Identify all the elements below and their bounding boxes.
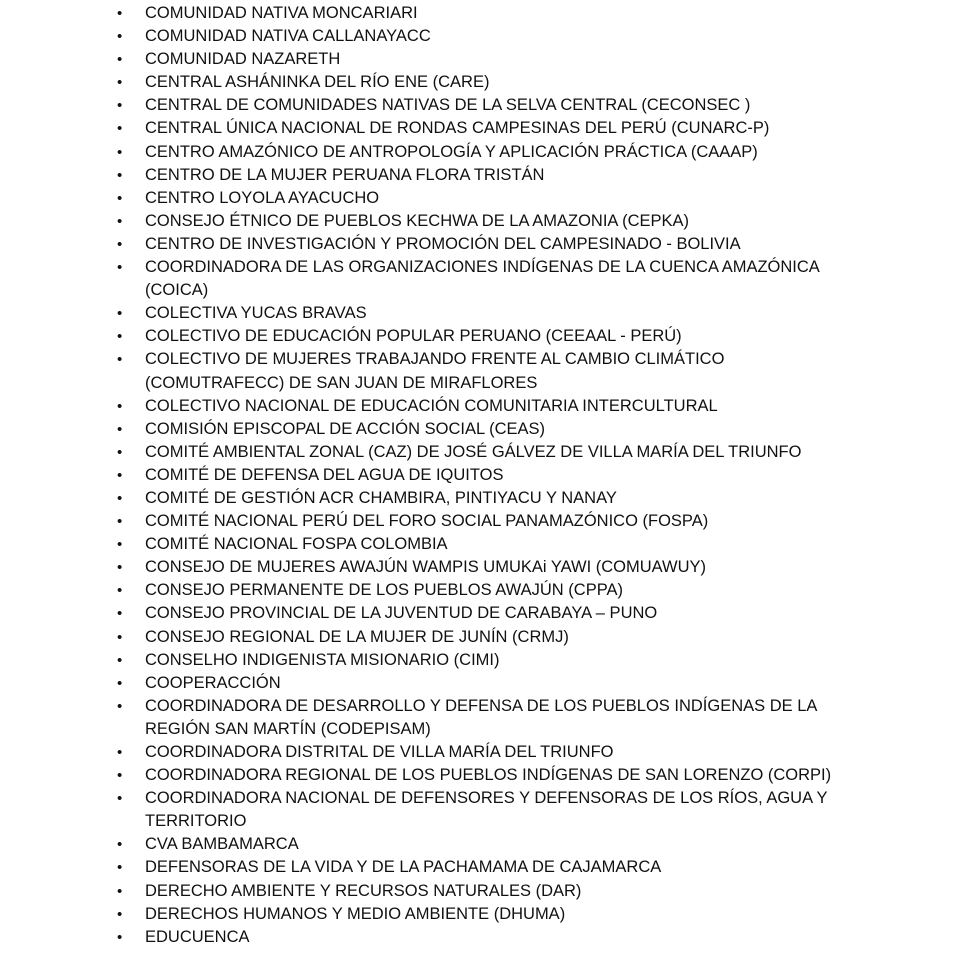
bullet-icon: •	[117, 120, 123, 138]
bullet-icon: •	[117, 305, 123, 323]
bullet-icon: •	[117, 466, 123, 484]
list-item	[0, 302, 960, 325]
list-item	[0, 71, 960, 94]
bullet-icon: •	[117, 859, 123, 877]
organization-name: CENTRO DE LA MUJER PERUANA FLORA TRISTÁN	[145, 165, 545, 184]
bullet-icon: •	[117, 582, 123, 600]
organization-name: COORDINADORA DE DESARROLLO Y DEFENSA DE LOS PUEBLOS INDÍGENAS DE LA REGIÓN SAN MARTÍN (CODEPISAM)	[145, 696, 817, 738]
bullet-icon: •	[117, 605, 123, 623]
list-item	[0, 602, 960, 625]
organization-name: COORDINADORA REGIONAL DE LOS PUEBLOS INDÍGENAS DE SAN LORENZO (CORPI)	[145, 766, 832, 785]
bullet-icon: •	[117, 928, 123, 946]
bullet-icon: •	[117, 143, 123, 161]
organization-name: COMITÉ DE DEFENSA DEL AGUA DE IQUITOS	[145, 465, 504, 484]
list-item	[0, 117, 960, 140]
list-item	[0, 764, 960, 787]
organization-name: CVA BAMBAMARCA	[145, 835, 299, 854]
list-item	[0, 579, 960, 602]
list-item	[0, 256, 960, 302]
list-item	[0, 418, 960, 441]
organization-name: COORDINADORA DE LAS ORGANIZACIONES INDÍGENAS DE LA CUENCA AMAZÓNICA (COICA)	[145, 258, 819, 300]
list-item	[0, 210, 960, 233]
list-item	[0, 533, 960, 556]
organization-name: COLECTIVO DE EDUCACIÓN POPULAR PERUANO (CEEAAL - PERÚ)	[145, 327, 682, 346]
organization-name: CENTRO DE INVESTIGACIÓN Y PROMOCIÓN DEL CAMPESINADO - BOLIVIA	[145, 234, 741, 253]
organization-name: CENTRAL DE COMUNIDADES NATIVAS DE LA SELVA CENTRAL (CECONSEC )	[145, 96, 751, 115]
list-item	[0, 903, 960, 926]
bullet-icon: •	[117, 905, 123, 923]
bullet-icon: •	[117, 328, 123, 346]
list-item	[0, 695, 960, 741]
bullet-icon: •	[117, 767, 123, 785]
bullet-icon: •	[117, 513, 123, 531]
list-item	[0, 187, 960, 210]
list-item	[0, 25, 960, 48]
list-item	[0, 441, 960, 464]
organization-name: COMITÉ NACIONAL FOSPA COLOMBIA	[145, 535, 448, 554]
list-item	[0, 325, 960, 348]
organization-name: CONSELHO INDIGENISTA MISIONARIO (CIMI)	[145, 650, 500, 669]
organization-name: DERECHOS HUMANOS Y MEDIO AMBIENTE (DHUMA)	[145, 904, 566, 923]
bullet-icon: •	[117, 212, 123, 230]
bullet-icon: •	[117, 674, 123, 692]
list-item	[0, 233, 960, 256]
bullet-icon: •	[117, 443, 123, 461]
bullet-icon: •	[117, 836, 123, 854]
organization-name: COOPERACCIÓN	[145, 673, 281, 692]
bullet-icon: •	[117, 882, 123, 900]
organization-name: DEFENSORAS DE LA VIDA Y DE LA PACHAMAMA DE CAJAMARCA	[145, 858, 662, 877]
organization-list	[0, 2, 960, 949]
organization-name: COMUNIDAD NAZARETH	[145, 50, 341, 69]
list-item	[0, 626, 960, 649]
bullet-icon: •	[117, 489, 123, 507]
organization-name: COORDINADORA NACIONAL DE DEFENSORES Y DEFENSORAS DE LOS RÍOS, AGUA Y TERRITORIO	[145, 789, 828, 831]
organization-name: CONSEJO PERMANENTE DE LOS PUEBLOS AWAJÚN (CPPA)	[145, 581, 623, 600]
list-item	[0, 787, 960, 833]
bullet-icon: •	[117, 790, 123, 808]
bullet-icon: •	[117, 351, 123, 369]
organization-name: CONSEJO DE MUJERES AWAJÚN WAMPIS UMUKAi YAWI (COMUAWUY)	[145, 558, 707, 577]
list-item	[0, 833, 960, 856]
list-item	[0, 48, 960, 71]
list-item	[0, 856, 960, 879]
organization-name: COMISIÓN EPISCOPAL DE ACCIÓN SOCIAL (CEAS)	[145, 419, 546, 438]
list-item	[0, 141, 960, 164]
list-item	[0, 464, 960, 487]
organization-name: COMUNIDAD NATIVA MONCARIARI	[145, 4, 418, 22]
bullet-icon: •	[117, 559, 123, 577]
list-item	[0, 926, 960, 949]
organization-name: DERECHO AMBIENTE Y RECURSOS NATURALES (DAR)	[145, 881, 582, 900]
organization-name: COLECTIVA YUCAS BRAVAS	[145, 304, 367, 323]
bullet-icon: •	[117, 259, 123, 277]
bullet-icon: •	[117, 420, 123, 438]
bullet-icon: •	[117, 189, 123, 207]
bullet-icon: •	[117, 28, 123, 46]
organization-name: COORDINADORA DISTRITAL DE VILLA MARÍA DEL TRIUNFO	[145, 743, 614, 761]
bullet-icon: •	[117, 5, 123, 22]
bullet-icon: •	[117, 628, 123, 646]
organization-name: CENTRO AMAZÓNICO DE ANTROPOLOGÍA Y APLICACIÓN PRÁCTICA (CAAAP)	[145, 142, 758, 161]
list-item	[0, 348, 960, 394]
organization-name: CENTRO LOYOLA AYACUCHO	[145, 188, 380, 207]
organization-name: COMITÉ AMBIENTAL ZONAL (CAZ) DE JOSÉ GÁLVEZ DE VILLA MARÍA DEL TRIUNFO	[145, 442, 802, 461]
list-item	[0, 395, 960, 418]
bullet-icon: •	[117, 74, 123, 92]
organization-name: CONSEJO ÉTNICO DE PUEBLOS KECHWA DE LA AMAZONIA (CEPKA)	[145, 211, 690, 230]
bullet-icon: •	[117, 166, 123, 184]
organization-name: COLECTIVO DE MUJERES TRABAJANDO FRENTE AL CAMBIO CLIMÁTICO (COMUTRAFECC) DE SAN JUAN DE MIRAFLORES	[145, 350, 725, 392]
organization-name: COMITÉ NACIONAL PERÚ DEL FORO SOCIAL PANAMAZÓNICO (FOSPA)	[145, 512, 709, 531]
list-item	[0, 741, 960, 764]
organization-name: CONSEJO PROVINCIAL DE LA JUVENTUD DE CARABAYA – PUNO	[145, 604, 658, 623]
organization-name: CENTRAL ÚNICA NACIONAL DE RONDAS CAMPESINAS DEL PERÚ (CUNARC-P)	[145, 119, 770, 138]
organization-name: COMITÉ DE GESTIÓN ACR CHAMBIRA, PINTIYACU Y NANAY	[145, 488, 617, 507]
list-item	[0, 672, 960, 695]
bullet-icon: •	[117, 51, 123, 69]
bullet-icon: •	[117, 697, 123, 715]
list-item	[0, 510, 960, 533]
organization-name: CENTRAL ASHÁNINKA DEL RÍO ENE (CARE)	[145, 73, 490, 92]
bullet-icon: •	[117, 97, 123, 115]
organization-name: EDUCUENCA	[145, 927, 250, 946]
organization-name: COMUNIDAD NATIVA CALLANAYACC	[145, 27, 431, 46]
list-item	[0, 2, 960, 25]
list-item	[0, 880, 960, 903]
bullet-icon: •	[117, 397, 123, 415]
list-item	[0, 164, 960, 187]
list-item	[0, 649, 960, 672]
list-item	[0, 556, 960, 579]
bullet-icon: •	[117, 651, 123, 669]
document-page	[0, 2, 960, 949]
bullet-icon: •	[117, 235, 123, 253]
list-item	[0, 94, 960, 117]
bullet-icon: •	[117, 536, 123, 554]
organization-name: CONSEJO REGIONAL DE LA MUJER DE JUNÍN (CRMJ)	[145, 627, 569, 646]
organization-name: COLECTIVO NACIONAL DE EDUCACIÓN COMUNITARIA INTERCULTURAL	[145, 396, 718, 415]
list-item	[0, 487, 960, 510]
bullet-icon: •	[117, 744, 123, 761]
